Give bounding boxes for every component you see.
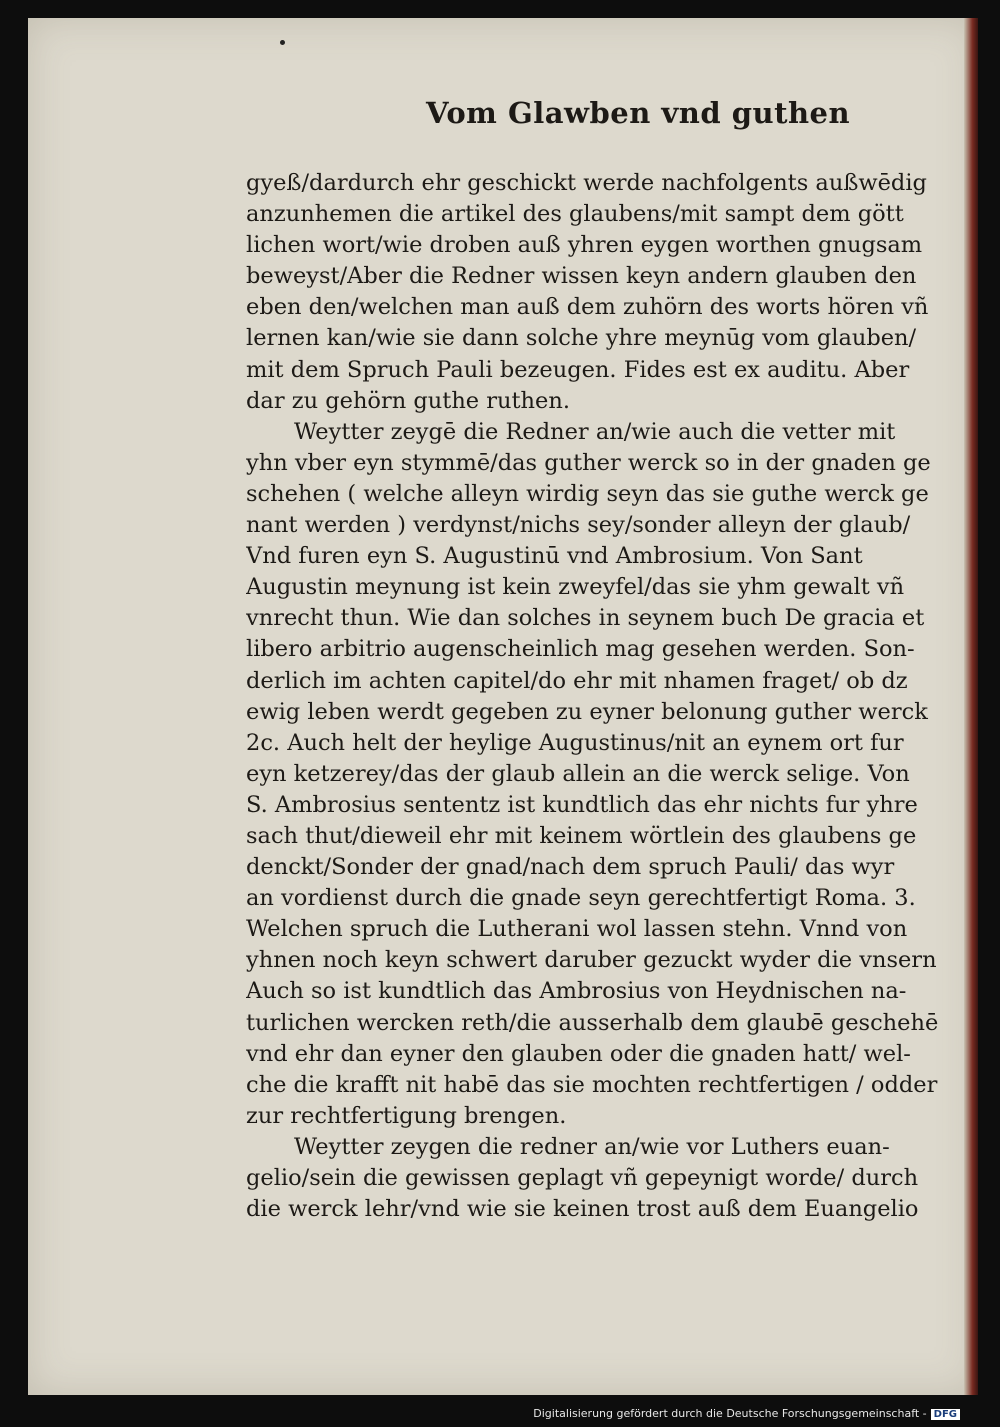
book-page	[28, 18, 978, 1395]
dfg-logo: DFG	[931, 1409, 960, 1420]
text-line: Auch so ist kundtlich das Ambrosius von Heydnischen na-	[246, 978, 907, 1005]
text-line: beweyst/Aber die Redner wissen keyn andern glauben den	[246, 263, 917, 290]
footer-credit: Digitalisierung gefördert durch die Deutsche Forschungsgemeinschaft -	[533, 1407, 927, 1420]
text-line: Weytter zeygē die Redner an/wie auch die vetter mit	[294, 418, 896, 445]
text-line: die werck lehr/vnd wie sie keinen trost auß dem Euangelio	[246, 1196, 919, 1223]
text-line: ewig leben werdt gegeben zu eyner belonung guther werck	[246, 698, 928, 725]
text-line: mit dem Spruch Pauli bezeugen. Fides est ex auditu. Aber	[246, 356, 910, 383]
text-line: turlichen wercken reth/die ausserhalb dem glaubē geschehē	[246, 1009, 939, 1036]
text-line: 2c. Auch helt der heylige Augustinus/nit an eynem ort fur	[246, 729, 904, 756]
footer	[533, 1407, 960, 1420]
text-line: zur rechtfertigung brengen.	[246, 1102, 567, 1129]
text-line: gelio/sein die gewissen geplagt vñ gepeynigt worde/ durch	[246, 1165, 919, 1191]
text-line: Weytter zeygen die redner an/wie vor Luthers euan-	[294, 1133, 890, 1160]
running-head: Vom Glawben vnd guthen	[426, 96, 851, 130]
text-line: yhnen noch keyn schwert daruber gezuckt wyder die vnsern	[246, 947, 937, 974]
text-line: Augustin meynung ist kein zweyfel/das sie yhm gewalt vñ	[246, 574, 905, 601]
text-line: lernen kan/wie sie dann solche yhre meynūg vom glauben/	[246, 325, 917, 352]
page-mark	[280, 40, 285, 45]
text-line: an vordienst durch die gnade seyn gerechtfertigt Roma. 3.	[246, 885, 916, 912]
text-line: vnrecht thun. Wie dan solches in seynem buch De gracia et	[246, 605, 925, 632]
text-line: eben den/welchen man auß dem zuhörn des worts hören vñ	[246, 294, 929, 321]
text-line: anzunhemen die artikel des glaubens/mit sampt dem gött	[246, 201, 904, 228]
text-line: Welchen spruch die Lutherani wol lassen stehn. Vnnd von	[246, 916, 908, 943]
text-line: Vnd furen eyn S. Augustinū vnd Ambrosium. Von Sant	[246, 543, 863, 570]
text-line: vnd ehr dan eyner den glauben oder die gnaden hatt/ wel-	[246, 1040, 911, 1067]
text-line: denckt/Sonder der gnad/nach dem spruch Pauli/ das wyr	[246, 854, 895, 881]
text-line: gyeß/dardurch ehr geschickt werde nachfolgents außwēdig	[246, 170, 927, 196]
text-line: che die krafft nit habē das sie mochten rechtfertigen / odder	[246, 1071, 938, 1098]
text-line: dar zu gehörn guthe ruthen.	[246, 387, 571, 414]
text-block	[246, 168, 968, 1225]
text-line: libero arbitrio augenscheinlich mag gesehen werden. Son-	[246, 636, 915, 663]
text-line: schehen ( welche alleyn wirdig seyn das sie guthe werck ge	[246, 480, 929, 507]
text-line: eyn ketzerey/das der glaub allein an die werck selige. Von	[246, 760, 910, 787]
text-line: sach thut/dieweil ehr mit keinem wörtlein des glaubens ge	[246, 822, 917, 849]
text-line: yhn vber eyn stymmē/das guther werck so in der gnaden ge	[246, 449, 931, 476]
text-line: nant werden ) verdynst/nichs sey/sonder alleyn der glaub/	[246, 512, 911, 539]
text-line: S. Ambrosius sententz ist kundtlich das ehr nichts fur yhre	[246, 791, 918, 818]
text-line: lichen wort/wie droben auß yhren eygen worthen gnugsam	[246, 232, 923, 259]
text-line: derlich im achten capitel/do ehr mit nhamen fraget/ ob dz	[246, 667, 908, 694]
